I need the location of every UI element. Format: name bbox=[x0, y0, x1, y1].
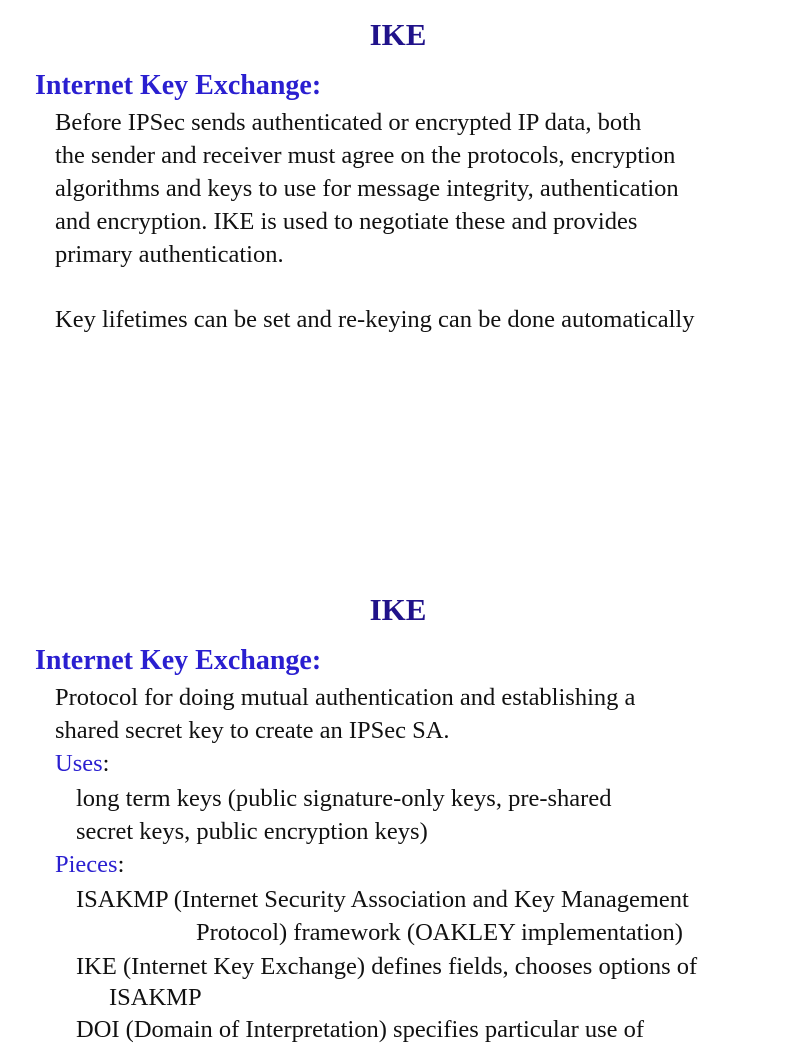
slide-2 bbox=[0, 575, 768, 1043]
paragraph-line: Before IPSec sends authenticated or encrypted IP data, both bbox=[55, 109, 642, 136]
pieces-line: Protocol) framework (OAKLEY implementation) bbox=[196, 919, 683, 946]
paragraph-line: algorithms and keys to use for message integrity, authentication bbox=[55, 175, 679, 202]
slide-title: IKE bbox=[369, 17, 427, 52]
pieces-line: ISAKMP (Internet Security Association and Key Management bbox=[76, 886, 689, 913]
paragraph-line: the sender and receiver must agree on the protocols, encryption bbox=[55, 142, 676, 169]
pieces-line: ISAKMP bbox=[109, 984, 202, 1011]
paragraph-line: primary authentication. bbox=[55, 241, 284, 268]
slide-title: IKE bbox=[369, 592, 427, 627]
pieces-label: Pieces bbox=[55, 851, 118, 878]
pieces-line: DOI (Domain of Interpretation) specifies particular use of bbox=[76, 1016, 645, 1043]
uses-heading bbox=[55, 747, 109, 780]
uses-line: long term keys (public signature-only keys, pre-shared bbox=[76, 785, 612, 812]
paragraph-line: and encryption. IKE is used to negotiate these and provides bbox=[55, 208, 638, 235]
pieces-heading bbox=[55, 848, 124, 881]
uses-colon: : bbox=[102, 750, 110, 777]
slide-subtitle: Internet Key Exchange: bbox=[35, 645, 322, 676]
intro-line: Protocol for doing mutual authentication and establishing a bbox=[55, 684, 636, 711]
slide-subtitle: Internet Key Exchange: bbox=[35, 70, 322, 101]
intro-line: shared secret key to create an IPSec SA. bbox=[55, 717, 450, 744]
uses-line: secret keys, public encryption keys) bbox=[76, 818, 428, 845]
paragraph-line: Key lifetimes can be set and re-keying can be done automatically bbox=[55, 306, 695, 333]
uses-label: Uses bbox=[55, 750, 103, 777]
pieces-line: IKE (Internet Key Exchange) defines fields, chooses options of bbox=[76, 953, 698, 980]
pieces-colon: : bbox=[117, 851, 125, 878]
